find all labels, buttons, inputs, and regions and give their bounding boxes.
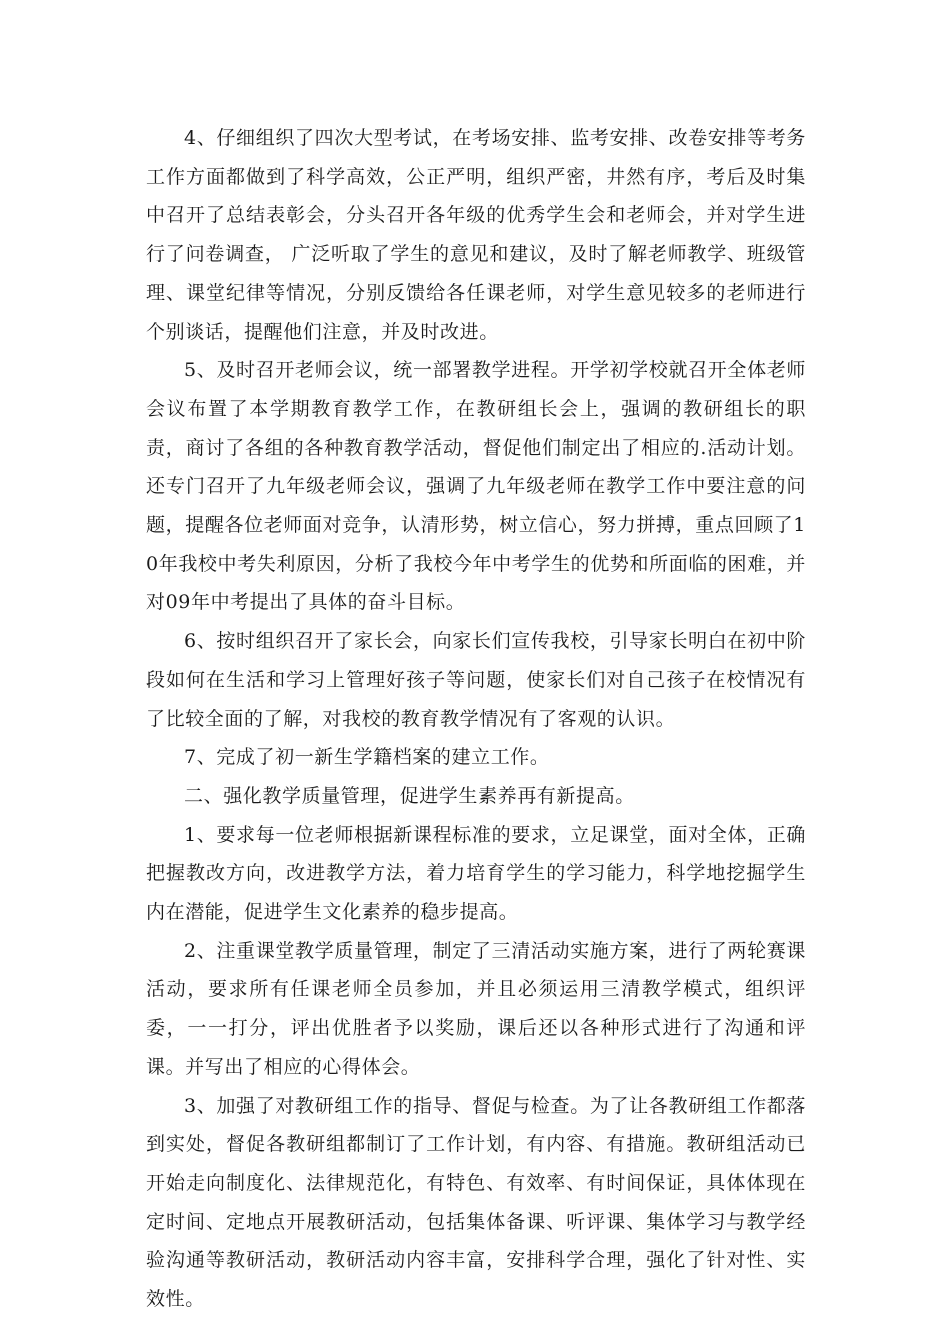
section-heading-quality-management: 二、强化教学质量管理，促进学生素养再有新提高。: [184, 784, 635, 807]
paragraph-item-3-research-groups: 3、加强了对教研组工作的指导、督促与检查。为了让各教研组工作都落到实处，督促各教研组都制订了工作计划，有内容、有措施。教研组活动已开始走向制度化、法律规范化，有特色、有效率、有时间保证，具体体现在定时间、定地点开展教研活动，包括集体备课、听评课、集体学习与教学经验沟通等教研活动，教研活动内容丰富，安排科学合理，强化了针对性、实效性。: [146, 1094, 806, 1311]
paragraph-item-4-exams: 4、仔细组织了四次大型考试，在考场安排、监考安排、改卷安排等考务工作方面都做到了科学高效，公正严明，组织严密，井然有序，考后及时集中召开了总结表彰会，分头召开各年级的优秀学生会和老师会，并对学生进行了问卷调查， 广泛听取了学生的意见和建议，及时了解老师教学、班级管理、课堂纪律等情况，分别反馈给各任课老师，对学生意见较多的老师进行个别谈话，提醒他们注意，并及时改进。: [146, 127, 806, 343]
document-body: [146, 119, 806, 1319]
paragraph-item-7-student-records: 7、完成了初一新生学籍档案的建立工作。: [184, 746, 550, 769]
paragraph-item-2-classroom-quality: 2、注重课堂教学质量管理，制定了三清活动实施方案，进行了两轮赛课活动，要求所有任课老师全员参加，并且必须运用三清教学模式，组织评委，一一打分，评出优胜者予以奖励，课后还以各种形式进行了沟通和评课。并写出了相应的心得体会。: [146, 939, 806, 1078]
paragraph-item-6-parent-meeting: 6、按时组织召开了家长会，向家长们宣传我校，引导家长明白在初中阶段如何在生活和学习上管理好孩子等问题，使家长们对自己孩子在校情况有了比较全面的了解，对我校的教育教学情况有了客观的认识。: [146, 630, 806, 730]
paragraph-item-5-teacher-meetings: 5、及时召开老师会议，统一部署教学进程。开学初学校就召开全体老师会议布置了本学期教育教学工作，在教研组长会上，强调的教研组长的职责，商讨了各组的各种教育教学活动，督促他们制定出了相应的.活动计划。还专门召开了九年级老师会议，强调了九年级老师在教学工作中要注意的问题，提醒各位老师面对竞争，认清形势，树立信心，努力拼搏，重点回顾了10年我校中考失利原因，分析了我校今年中考学生的优势和所面临的困难，并对09年中考提出了具体的奋斗目标。: [146, 359, 806, 614]
paragraph-item-1-teacher-requirements: 1、要求每一位老师根据新课程标准的要求，立足课堂，面对全体，正确把握教改方向，改进教学方法，着力培育学生的学习能力，科学地挖掘学生内在潜能，促进学生文化素养的稳步提高。: [146, 823, 806, 924]
